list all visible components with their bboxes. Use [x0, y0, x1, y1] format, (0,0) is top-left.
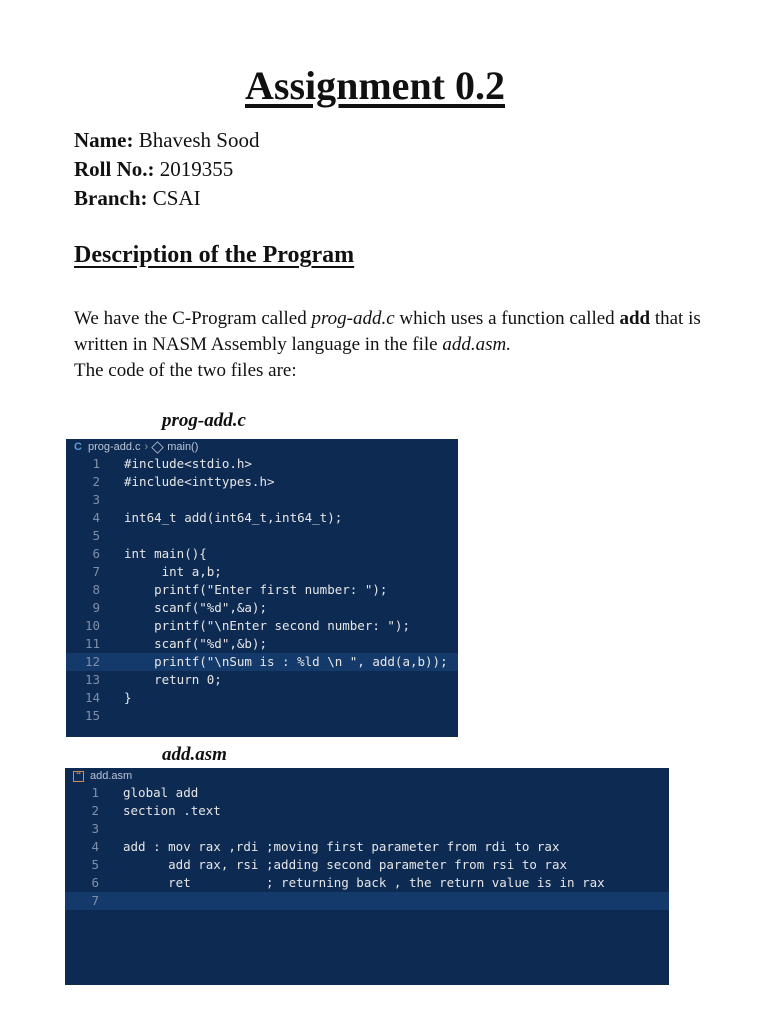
line-number: 6 — [91, 875, 99, 890]
code-line — [66, 617, 458, 635]
desc-text: The code of the two files are: — [74, 360, 297, 381]
name-line — [74, 126, 259, 155]
line-number: 5 — [92, 528, 100, 543]
code-text: #include<inttypes.h> — [124, 474, 275, 489]
code-text — [100, 707, 124, 725]
code-line — [66, 527, 458, 545]
code-text: scanf("%d",&a); — [124, 600, 267, 615]
line-number: 6 — [92, 546, 100, 561]
code-line — [66, 455, 458, 473]
code-line — [66, 653, 458, 671]
code-line — [65, 856, 669, 874]
code-text: ret ; returning back , the return value is in rax — [123, 875, 605, 890]
code-line — [66, 689, 458, 707]
code-text: #include<stdio.h> — [124, 456, 252, 471]
code-text: add : mov rax ,rdi ;moving first parameter from rdi to rax — [123, 839, 560, 854]
asm-code-editor — [65, 768, 669, 985]
code-line — [65, 838, 669, 856]
code-line — [66, 707, 458, 725]
code-line — [66, 581, 458, 599]
line-number: 1 — [91, 785, 99, 800]
code-line — [66, 509, 458, 527]
desc-text: We have the C-Program called — [74, 308, 312, 329]
code-line — [66, 599, 458, 617]
desc-asm-file: add.asm. — [442, 334, 511, 355]
code-line — [65, 892, 669, 910]
section-heading: Description of the Program — [74, 242, 355, 268]
c-code-editor — [66, 439, 458, 737]
code-line — [65, 802, 669, 820]
c-editor-breadcrumb[interactable] — [66, 439, 458, 455]
branch-value: CSAI — [152, 186, 201, 210]
line-number: 15 — [84, 708, 100, 723]
line-number: 7 — [91, 893, 99, 908]
c-code-lines — [66, 455, 458, 725]
code-text: printf("Enter first number: "); — [124, 582, 388, 597]
code-text: int a,b; — [124, 564, 222, 579]
code-line — [66, 671, 458, 689]
c-tab-filename: prog-add.c — [87, 441, 141, 453]
code-line — [65, 820, 669, 838]
line-number: 4 — [92, 510, 100, 525]
code-text: scanf("%d",&b); — [124, 636, 267, 651]
line-number: 3 — [91, 821, 99, 836]
line-number: 1 — [92, 456, 100, 471]
desc-function: add — [619, 308, 651, 329]
line-number: 2 — [91, 803, 99, 818]
code-line — [66, 563, 458, 581]
code-text: printf("\nSum is : %ld \n ", add(a,b)); — [124, 654, 448, 669]
line-number: 7 — [92, 564, 100, 579]
description — [74, 306, 714, 384]
name-label: Name: — [74, 128, 134, 152]
code-text — [100, 491, 124, 509]
asm-tab-filename: add.asm — [90, 770, 133, 782]
asm-code-lines — [65, 784, 669, 910]
branch-label: Branch: — [74, 186, 148, 210]
code-text — [99, 820, 123, 838]
code-line — [65, 874, 669, 892]
line-number: 8 — [92, 582, 100, 597]
asm-file-icon: ▪▪ — [73, 771, 84, 782]
caption-asm-file: add.asm — [162, 744, 227, 765]
line-number: 3 — [92, 492, 100, 507]
code-line — [66, 473, 458, 491]
caption-c-file: prog-add.c — [162, 410, 246, 431]
line-number: 14 — [84, 690, 100, 705]
roll-line — [74, 155, 259, 184]
code-line — [66, 635, 458, 653]
desc-c-file: prog-add.c — [311, 308, 395, 329]
line-number: 13 — [84, 672, 100, 687]
desc-text: which uses a function called — [394, 308, 620, 329]
c-file-icon: C — [74, 441, 82, 453]
code-text: add rax, rsi ;adding second parameter from rsi to rax — [123, 857, 568, 872]
code-text: global add — [123, 785, 199, 800]
code-text: printf("\nEnter second number: "); — [124, 618, 410, 633]
desc-text: that is written in NASM Assembly language in the file — [74, 308, 701, 355]
line-number: 9 — [92, 600, 100, 615]
roll-label: Roll No.: — [74, 157, 155, 181]
code-text: return 0; — [124, 672, 222, 687]
code-text — [99, 892, 123, 910]
roll-value: 2019355 — [159, 157, 234, 181]
asm-editor-tab[interactable] — [65, 768, 669, 784]
code-line — [66, 545, 458, 563]
line-number: 10 — [84, 618, 100, 633]
line-number: 12 — [84, 654, 100, 669]
student-info — [74, 126, 259, 213]
code-text: } — [124, 690, 132, 705]
code-line — [65, 784, 669, 802]
line-number: 5 — [91, 857, 99, 872]
symbol-cube-icon — [151, 441, 163, 453]
line-number: 4 — [91, 839, 99, 854]
document-title: Assignment 0.2 — [244, 63, 506, 108]
code-line — [66, 491, 458, 509]
branch-line — [74, 184, 259, 213]
code-text: int64_t add(int64_t,int64_t); — [124, 510, 343, 525]
c-tab-symbol: main() — [167, 441, 199, 453]
code-text: int main(){ — [124, 546, 207, 561]
code-text: section .text — [123, 803, 221, 818]
line-number: 2 — [92, 474, 100, 489]
code-text — [100, 527, 124, 545]
name-value: Bhavesh Sood — [138, 128, 260, 152]
line-number: 11 — [84, 636, 100, 651]
chevron-right-icon: › — [144, 441, 149, 453]
